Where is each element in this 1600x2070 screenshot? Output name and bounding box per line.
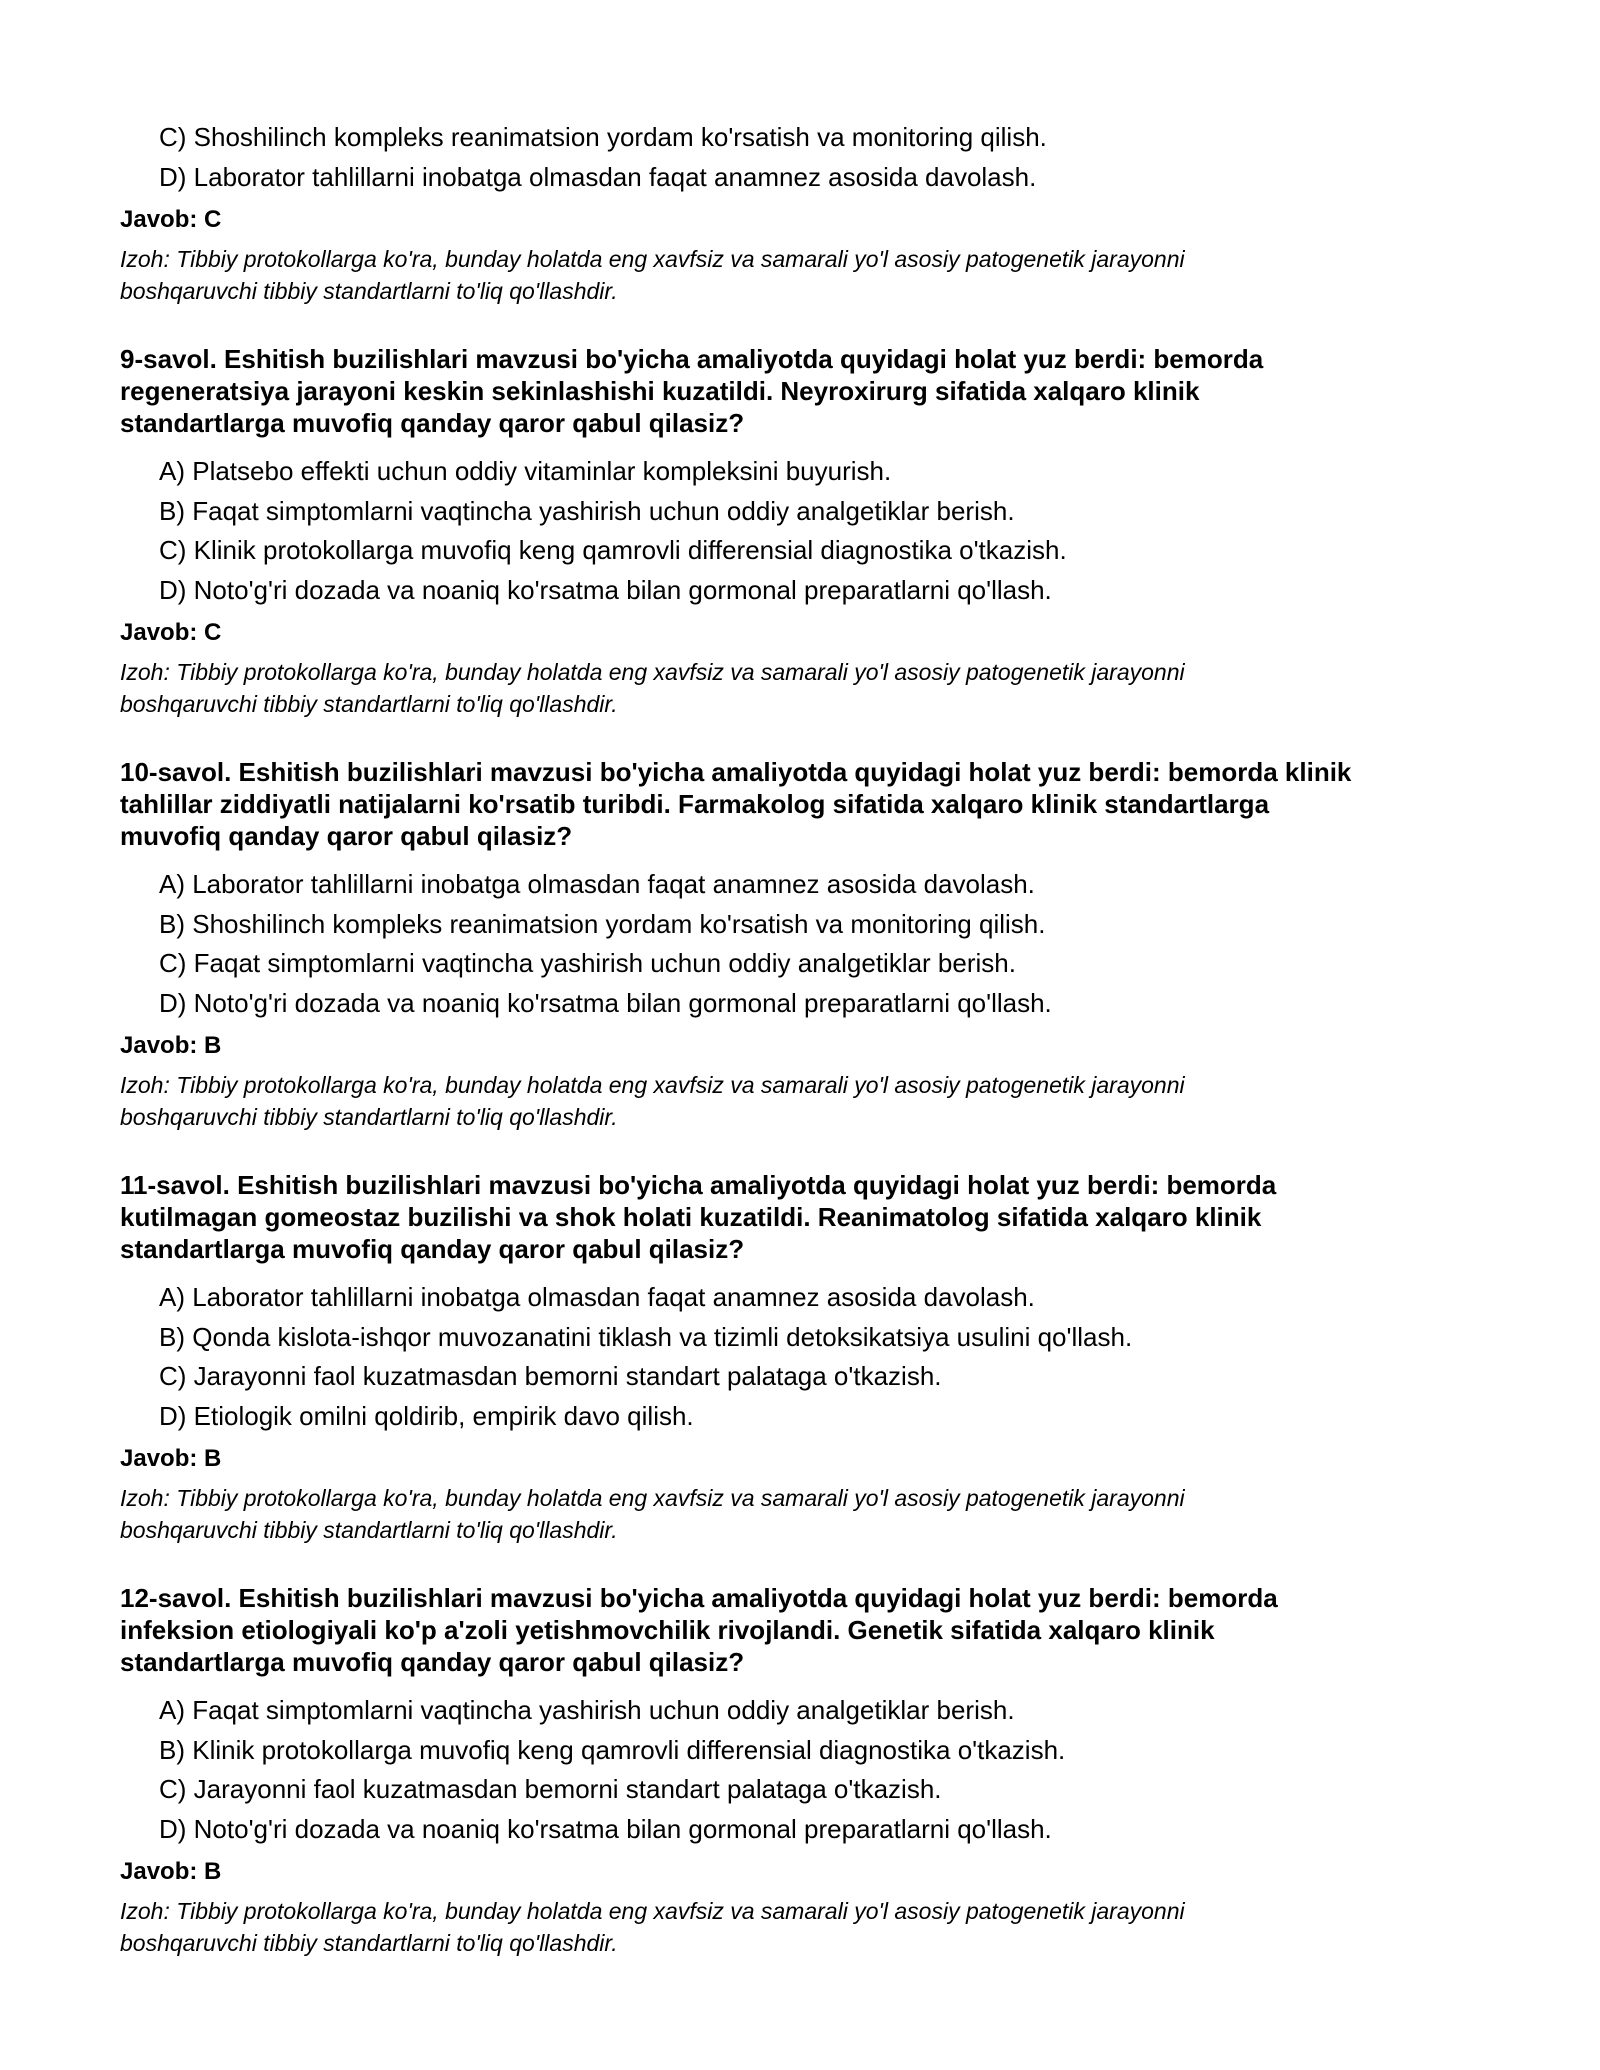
question-title-line: regeneratsiya jarayoni keskin sekinlashishi kuzatildi. Neyroxirurg sifatida xalqaro klinik [120, 376, 1200, 406]
option-a: A) Laborator tahlillarni inobatga olmasdan faqat anamnez asosida davolash. [159, 869, 1035, 899]
question-title-line: tahlillar ziddiyatli natijalarni ko'rsatib turibdi. Farmakolog sifatida xalqaro klinik standartlarga [120, 789, 1270, 819]
option-c: C) Jarayonni faol kuzatmasdan bemorni standart palataga o'tkazish. [159, 1361, 942, 1391]
option-b: B) Klinik protokollarga muvofiq keng qamrovli differensial diagnostika o'tkazish. [159, 1734, 1066, 1765]
question-block-12 [120, 1582, 1500, 1959]
option-a: A) Platsebo effekti uchun oddiy vitaminlar kompleksini buyurish. [159, 456, 892, 486]
explanation-line: boshqaruvchi tibbiy standartlarni to'liq qo'llashdir. [120, 1930, 618, 1956]
explanation-note [120, 1482, 1500, 1546]
answer-label: Javob: B [120, 1445, 222, 1472]
question-block-continued [120, 118, 1500, 307]
question-title-line: 9-savol. Eshitish buzilishlari mavzusi bo'yicha amaliyotda quyidagi holat yuz berdi: bemorda [120, 344, 1264, 374]
option-c: C) Shoshilinch kompleks reanimatsion yordam ko'rsatish va monitoring qilish. [159, 122, 1047, 152]
option-c: C) Faqat simptomlarni vaqtincha yashirish uchun oddiy analgetiklar berish. [159, 948, 1016, 978]
question-title [120, 343, 1500, 439]
explanation-note [120, 1895, 1500, 1959]
question-title-line: kutilmagan gomeostaz buzilishi va shok holati kuzatildi. Reanimatolog sifatida xalqaro klinik [120, 1202, 1262, 1232]
explanation-line: Izoh: Tibbiy protokollarga ko'ra, bunday holatda eng xavfsiz va samarali yo'l asosiy patogenetik jarayonni [120, 1898, 1185, 1924]
explanation-note [120, 243, 1500, 307]
option-a: A) Laborator tahlillarni inobatga olmasdan faqat anamnez asosida davolash. [159, 1282, 1035, 1312]
question-title [120, 1582, 1500, 1678]
question-title-line: 10-savol. Eshitish buzilishlari mavzusi bo'yicha amaliyotda quyidagi holat yuz berdi: bemorda klinik [120, 757, 1352, 787]
option-a: A) Faqat simptomlarni vaqtincha yashirish uchun oddiy analgetiklar berish. [159, 1695, 1015, 1725]
explanation-note [120, 656, 1500, 720]
question-title-line: standartlarga muvofiq qanday qaror qabul qilasiz? [120, 1234, 745, 1264]
answer-label: Javob: C [120, 206, 222, 233]
option-d: D) Noto'g'ri dozada va noaniq ko'rsatma bilan gormonal preparatlarni qo'llash. [159, 574, 1052, 605]
answer-label: Javob: B [120, 1032, 222, 1059]
option-b: B) Shoshilinch kompleks reanimatsion yordam ko'rsatish va monitoring qilish. [159, 908, 1046, 939]
explanation-line: Izoh: Tibbiy protokollarga ko'ra, bunday holatda eng xavfsiz va samarali yo'l asosiy patogenetik jarayonni [120, 246, 1185, 272]
explanation-line: boshqaruvchi tibbiy standartlarni to'liq qo'llashdir. [120, 1517, 618, 1543]
question-block-10 [120, 756, 1500, 1133]
option-c: C) Klinik protokollarga muvofiq keng qamrovli differensial diagnostika o'tkazish. [159, 535, 1067, 565]
explanation-line: Izoh: Tibbiy protokollarga ko'ra, bunday holatda eng xavfsiz va samarali yo'l asosiy patogenetik jarayonni [120, 1485, 1185, 1511]
option-d: D) Noto'g'ri dozada va noaniq ko'rsatma bilan gormonal preparatlarni qo'llash. [159, 1813, 1052, 1844]
question-title [120, 1169, 1500, 1265]
explanation-line: boshqaruvchi tibbiy standartlarni to'liq qo'llashdir. [120, 1104, 618, 1130]
option-d: D) Noto'g'ri dozada va noaniq ko'rsatma bilan gormonal preparatlarni qo'llash. [159, 987, 1052, 1018]
answer-label: Javob: B [120, 1858, 222, 1885]
option-b: B) Qonda kislota-ishqor muvozanatini tiklash va tizimli detoksikatsiya usulini qo'llash. [159, 1321, 1133, 1352]
question-title-line: muvofiq qanday qaror qabul qilasiz? [120, 821, 573, 851]
option-d: D) Laborator tahlillarni inobatga olmasdan faqat anamnez asosida davolash. [159, 161, 1037, 192]
question-title-line: standartlarga muvofiq qanday qaror qabul qilasiz? [120, 1647, 745, 1677]
question-title-line: 11-savol. Eshitish buzilishlari mavzusi bo'yicha amaliyotda quyidagi holat yuz berdi: bemorda [120, 1170, 1277, 1200]
question-title-line: infeksion etiologiyali ko'p a'zoli yetishmovchilik rivojlandi. Genetik sifatida xalqaro klinik [120, 1615, 1215, 1645]
question-title-line: standartlarga muvofiq qanday qaror qabul qilasiz? [120, 408, 745, 438]
question-block-9 [120, 343, 1500, 720]
option-d: D) Etiologik omilni qoldirib, empirik davo qilish. [159, 1400, 694, 1431]
option-b: B) Faqat simptomlarni vaqtincha yashirish uchun oddiy analgetiklar berish. [159, 495, 1015, 526]
question-title-line: 12-savol. Eshitish buzilishlari mavzusi bo'yicha amaliyotda quyidagi holat yuz berdi: bemorda [120, 1583, 1278, 1613]
option-c: C) Jarayonni faol kuzatmasdan bemorni standart palataga o'tkazish. [159, 1774, 942, 1804]
answer-label: Javob: C [120, 619, 222, 646]
explanation-line: Izoh: Tibbiy protokollarga ko'ra, bunday holatda eng xavfsiz va samarali yo'l asosiy patogenetik jarayonni [120, 1072, 1185, 1098]
question-title [120, 756, 1500, 852]
question-block-11 [120, 1169, 1500, 1546]
document-page [120, 118, 1500, 1959]
explanation-line: boshqaruvchi tibbiy standartlarni to'liq qo'llashdir. [120, 278, 618, 304]
explanation-line: Izoh: Tibbiy protokollarga ko'ra, bunday holatda eng xavfsiz va samarali yo'l asosiy patogenetik jarayonni [120, 659, 1185, 685]
explanation-note [120, 1069, 1500, 1133]
explanation-line: boshqaruvchi tibbiy standartlarni to'liq qo'llashdir. [120, 691, 618, 717]
